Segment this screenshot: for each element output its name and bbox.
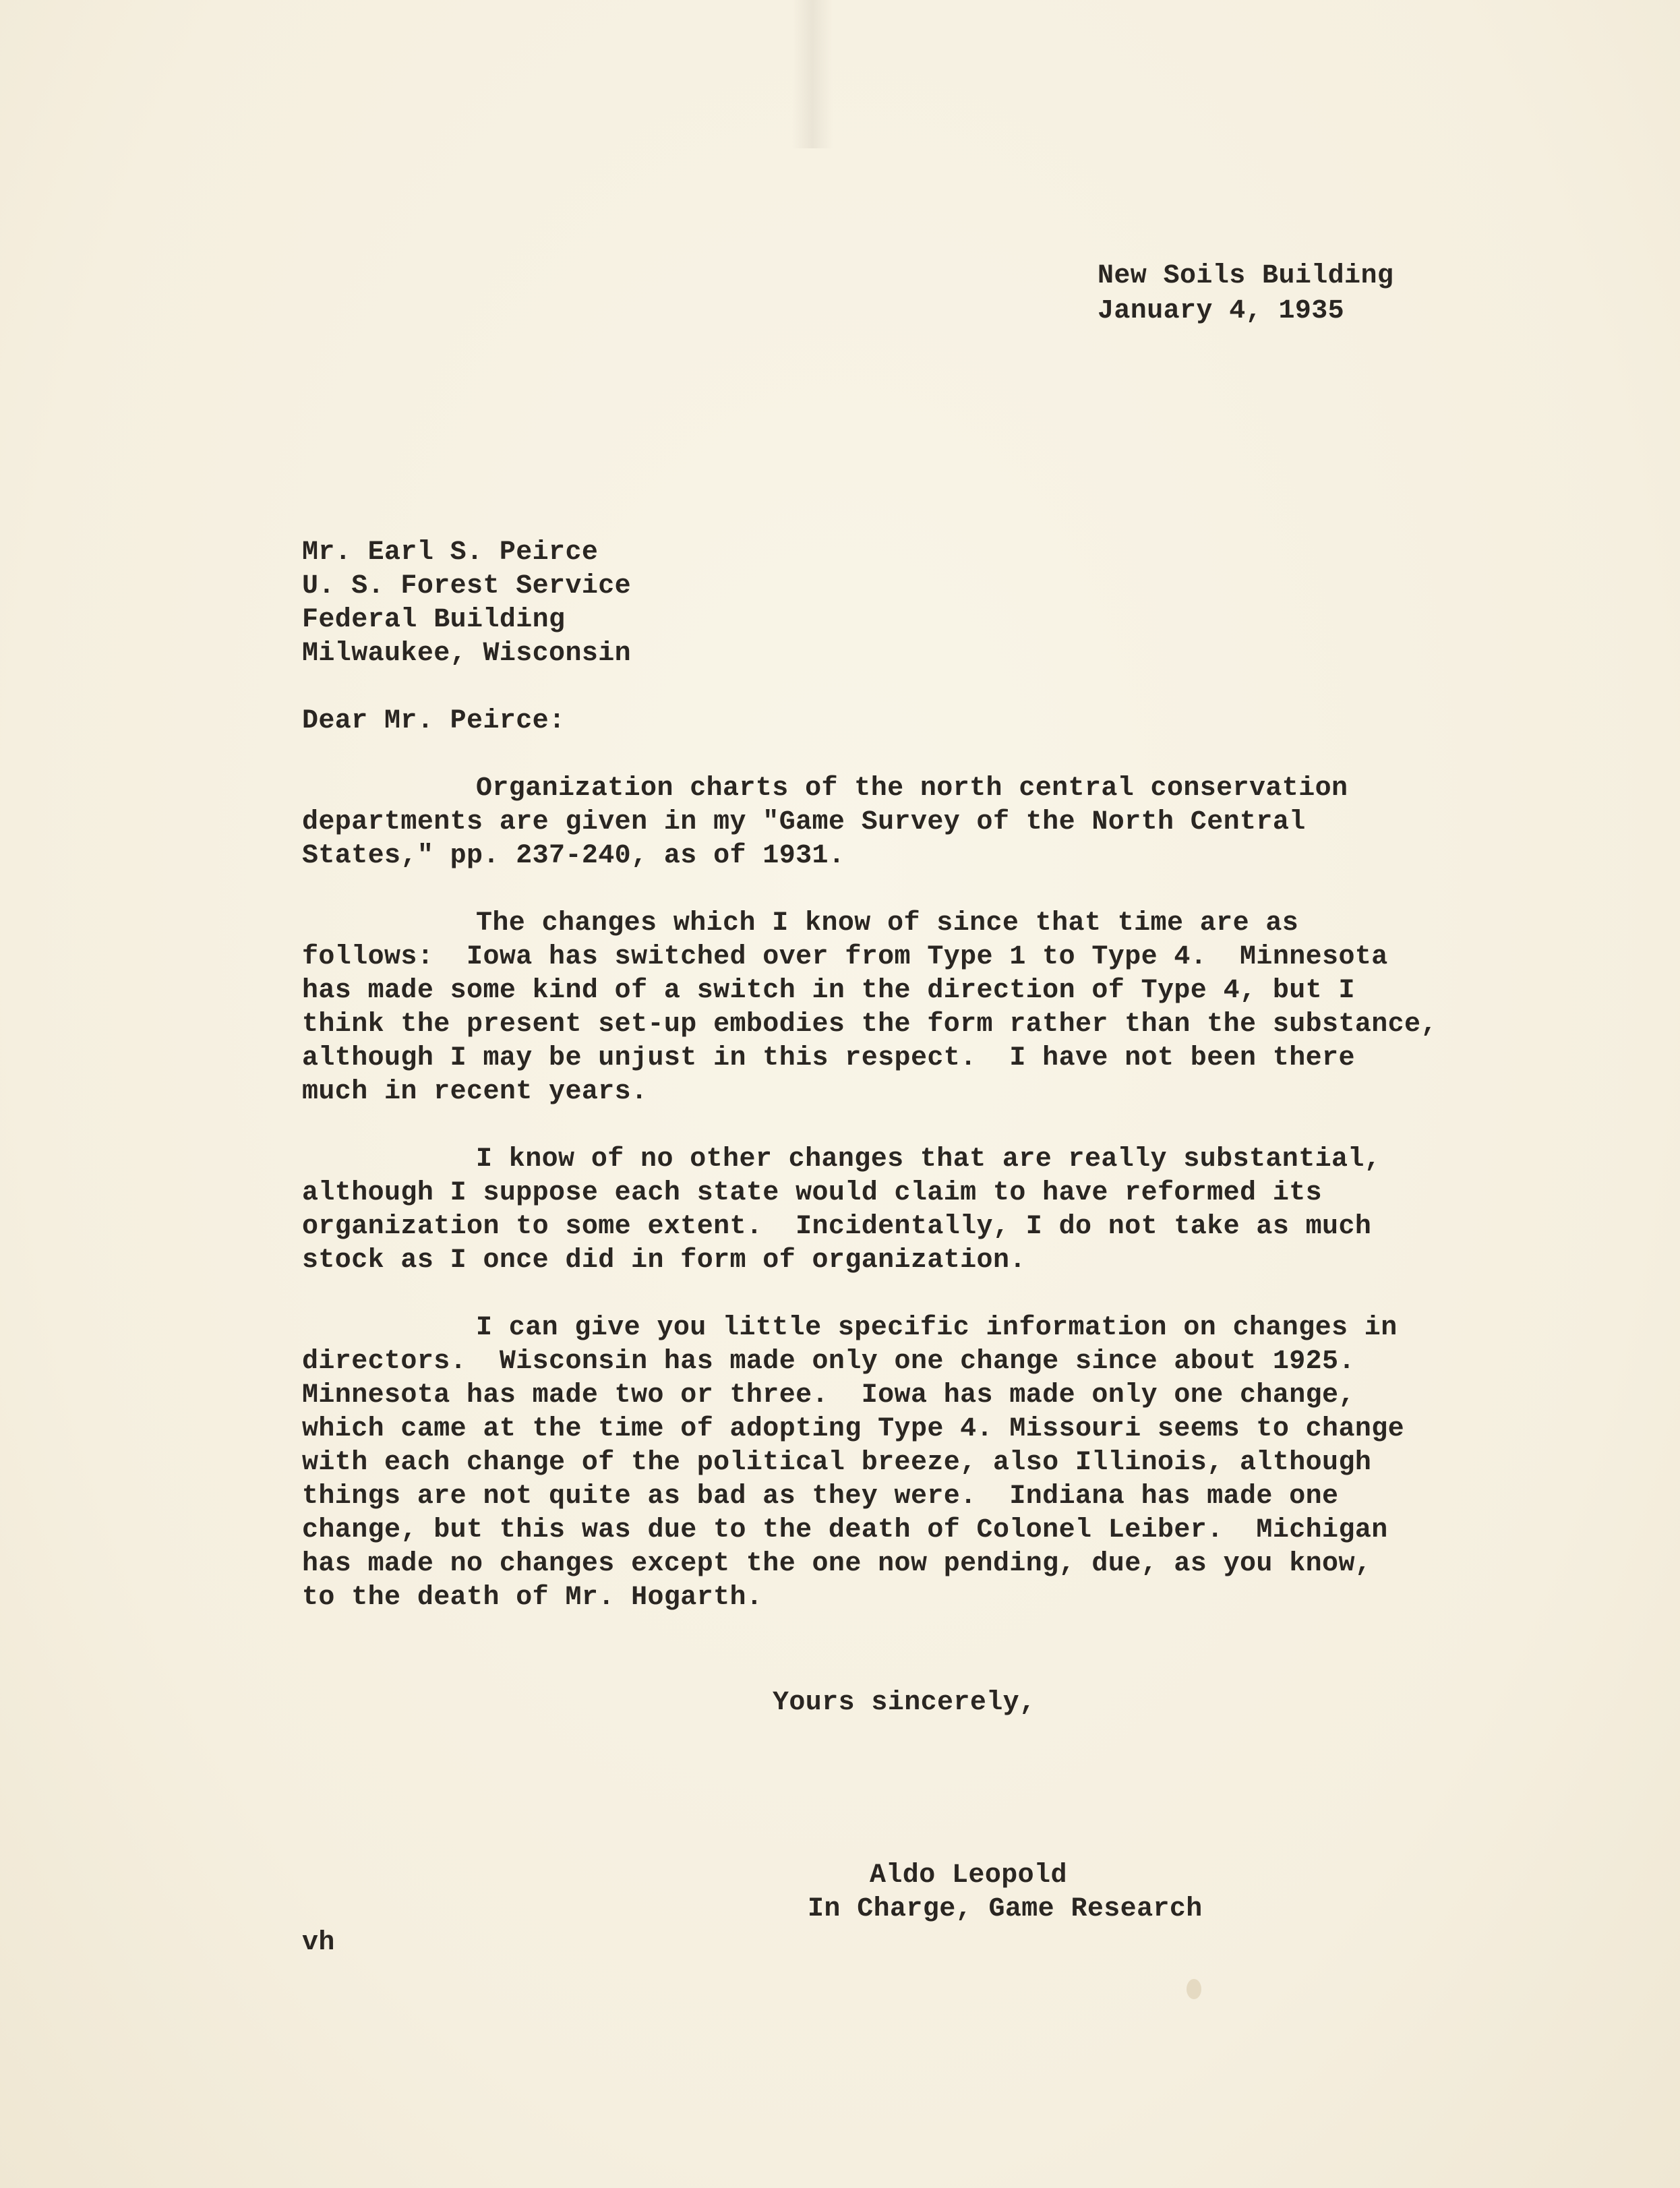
- body-line: departments are given in my "Game Survey of the North Central: [302, 807, 1306, 837]
- body-line: stock as I once did in form of organization.: [302, 1245, 1026, 1276]
- addressee-line: Mr. Earl S. Peirce: [302, 537, 599, 568]
- body-line: Minnesota has made two or three. Iowa has made only one change,: [302, 1380, 1355, 1411]
- body-line: has made some kind of a switch in the direction of Type 4, but I: [302, 976, 1355, 1006]
- body-line: although I suppose each state would claim to have reformed its: [302, 1178, 1323, 1208]
- body-line: much in recent years.: [302, 1077, 648, 1107]
- body-line: follows: Iowa has switched over from Type 1 to Type 4. Minnesota: [302, 942, 1388, 972]
- body-line: things are not quite as bad as they were. Indiana has made one: [302, 1481, 1339, 1512]
- signature-name: Aldo Leopold: [870, 1860, 1067, 1891]
- body-line: States," pp. 237-240, as of 1931.: [302, 841, 845, 871]
- body-line: Organization charts of the north central conservation: [476, 773, 1348, 804]
- body-line: with each change of the political breeze, also Illinois, although: [302, 1448, 1372, 1478]
- paper-stain: [1187, 1979, 1201, 1999]
- header-date: January 4, 1935: [1098, 296, 1345, 326]
- header-location: New Soils Building: [1098, 261, 1394, 291]
- body-line: I know of no other changes that are really substantial,: [476, 1144, 1381, 1175]
- body-line: change, but this was due to the death of Colonel Leiber. Michigan: [302, 1515, 1388, 1545]
- body-line: I can give you little specific information on changes in: [476, 1313, 1398, 1343]
- body-line: directors. Wisconsin has made only one change since about 1925.: [302, 1347, 1355, 1377]
- body-line: has made no changes except the one now pending, due, as you know,: [302, 1549, 1372, 1579]
- typist-initials: vh: [302, 1928, 335, 1958]
- signature-title: In Charge, Game Research: [808, 1894, 1203, 1924]
- addressee-line: Milwaukee, Wisconsin: [302, 639, 632, 669]
- addressee-line: U. S. Forest Service: [302, 571, 632, 601]
- paper-crease: [792, 0, 833, 148]
- body-line: although I may be unjust in this respect. I have not been there: [302, 1043, 1355, 1073]
- addressee-line: Federal Building: [302, 605, 566, 635]
- body-line: which came at the time of adopting Type 4. Missouri seems to change: [302, 1414, 1405, 1444]
- closing: Yours sincerely,: [773, 1688, 1036, 1718]
- body-line: organization to some extent. Incidentally, I do not take as much: [302, 1212, 1372, 1242]
- body-line: think the present set-up embodies the form rather than the substance,: [302, 1009, 1437, 1040]
- body-line: The changes which I know of since that time are as: [476, 908, 1299, 939]
- body-line: to the death of Mr. Hogarth.: [302, 1583, 763, 1613]
- salutation: Dear Mr. Peirce:: [302, 706, 566, 736]
